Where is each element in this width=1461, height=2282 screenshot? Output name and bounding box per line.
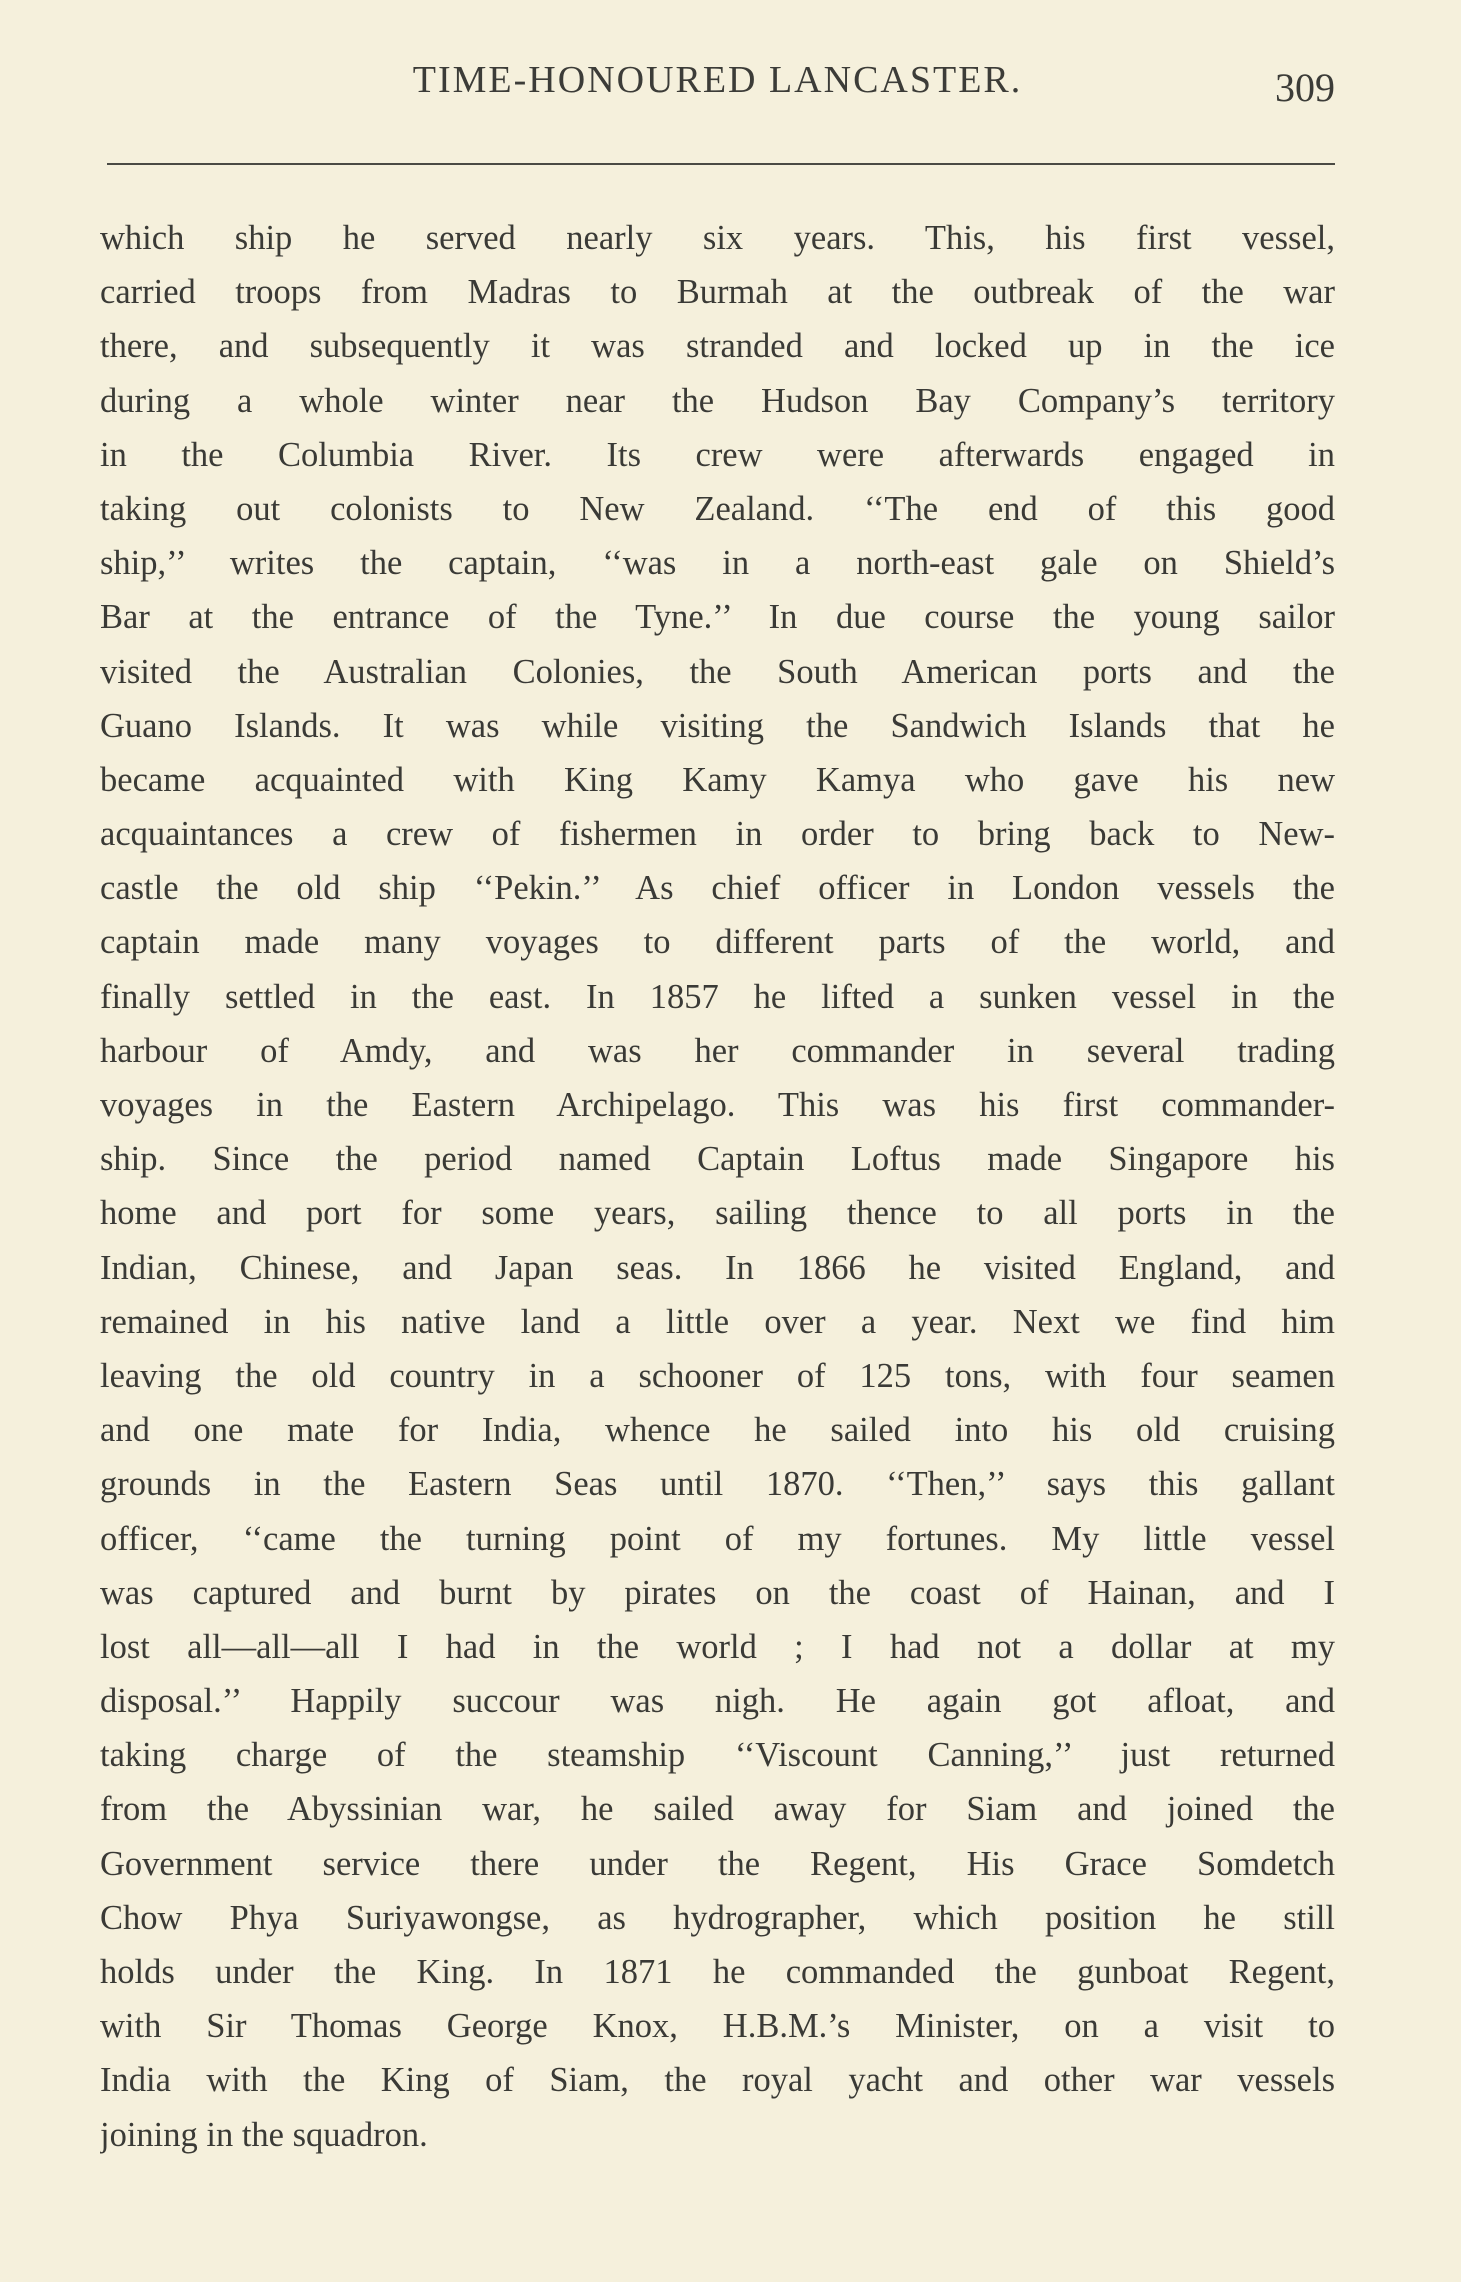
text-line: carried troops from Madras to Burmah at the outbreak of the war [100, 273, 1335, 312]
text-line: home and port for some years, sailing thence to all ports in the [100, 1194, 1335, 1233]
text-line: India with the King of Siam, the royal yacht and other war vessels [100, 2061, 1335, 2100]
running-head [100, 58, 1335, 108]
text-line: grounds in the Eastern Seas until 1870. ‘‘Then,’’ says this gallant [100, 1465, 1335, 1504]
text-line: captain made many voyages to different parts of the world, and [100, 923, 1335, 962]
text-line: during a whole winter near the Hudson Bay Company’s territory [100, 381, 1335, 420]
text-line: officer, ‘‘came the turning point of my fortunes. My little vessel [100, 1519, 1335, 1558]
text-line: voyages in the Eastern Archipelago. This was his first commander- [100, 1086, 1335, 1124]
text-line: Chow Phya Suriyawongse, as hydrographer, which position he still [100, 1898, 1335, 1937]
text-line: was captured and burnt by pirates on the coast of Hainan, and I [100, 1573, 1335, 1612]
text-line: leaving the old country in a schooner of 125 tons, with four seamen [100, 1356, 1335, 1395]
header-rule [107, 163, 1335, 165]
text-line: Indian, Chinese, and Japan seas. In 1866 he visited England, and [100, 1248, 1335, 1287]
page-number: 309 [1275, 65, 1335, 110]
text-line: Bar at the entrance of the Tyne.’’ In due course the young sailor [100, 598, 1335, 637]
body-text [100, 211, 1335, 2162]
text-line: remained in his native land a little over a year. Next we find him [100, 1302, 1335, 1341]
text-line: harbour of Amdy, and was her commander in several trading [100, 1031, 1335, 1070]
text-line: disposal.’’ Happily succour was nigh. He again got afloat, and [100, 1682, 1335, 1721]
text-line: holds under the King. In 1871 he commanded the gunboat Regent, [100, 1953, 1335, 1991]
text-line: lost all—all—all I had in the world ; I had not a dollar at my [100, 1627, 1335, 1666]
text-line: visited the Australian Colonies, the South American ports and the [100, 652, 1335, 691]
text-line: from the Abyssinian war, he sailed away for Siam and joined the [100, 1790, 1335, 1829]
text-line: taking out colonists to New Zealand. ‘‘The end of this good [100, 489, 1335, 528]
text-line: castle the old ship ‘‘Pekin.’’ As chief officer in London vessels the [100, 869, 1335, 908]
text-line: there, and subsequently it was stranded and locked up in the ice [100, 327, 1335, 366]
text-line: acquaintances a crew of fishermen in order to bring back to New- [100, 815, 1335, 854]
text-line: finally settled in the east. In 1857 he lifted a sunken vessel in the [100, 977, 1335, 1016]
text-line: Guano Islands. It was while visiting the Sandwich Islands that he [100, 706, 1335, 745]
text-line: with Sir Thomas George Knox, H.B.M.’s Minister, on a visit to [100, 2007, 1335, 2046]
text-line: ship,’’ writes the captain, ‘‘was in a north-east gale on Shield’s [100, 544, 1335, 583]
text-line: ship. Since the period named Captain Loftus made Singapore his [100, 1140, 1335, 1179]
text-line: which ship he served nearly six years. This, his first vessel, [100, 219, 1335, 257]
running-title: TIME-HONOURED LANCASTER. [412, 59, 1023, 101]
text-line: Government service there under the Regent, His Grace Somdetch [100, 1844, 1335, 1883]
text-line: became acquainted with King Kamy Kamya who gave his new [100, 760, 1335, 799]
text-line: and one mate for India, whence he sailed into his old cruising [100, 1411, 1335, 1450]
text-line-last: joining in the squadron. [100, 2115, 428, 2154]
text-line: taking charge of the steamship ‘‘Viscount Canning,’’ just returned [100, 1736, 1335, 1775]
text-line: in the Columbia River. Its crew were afterwards engaged in [100, 435, 1335, 474]
